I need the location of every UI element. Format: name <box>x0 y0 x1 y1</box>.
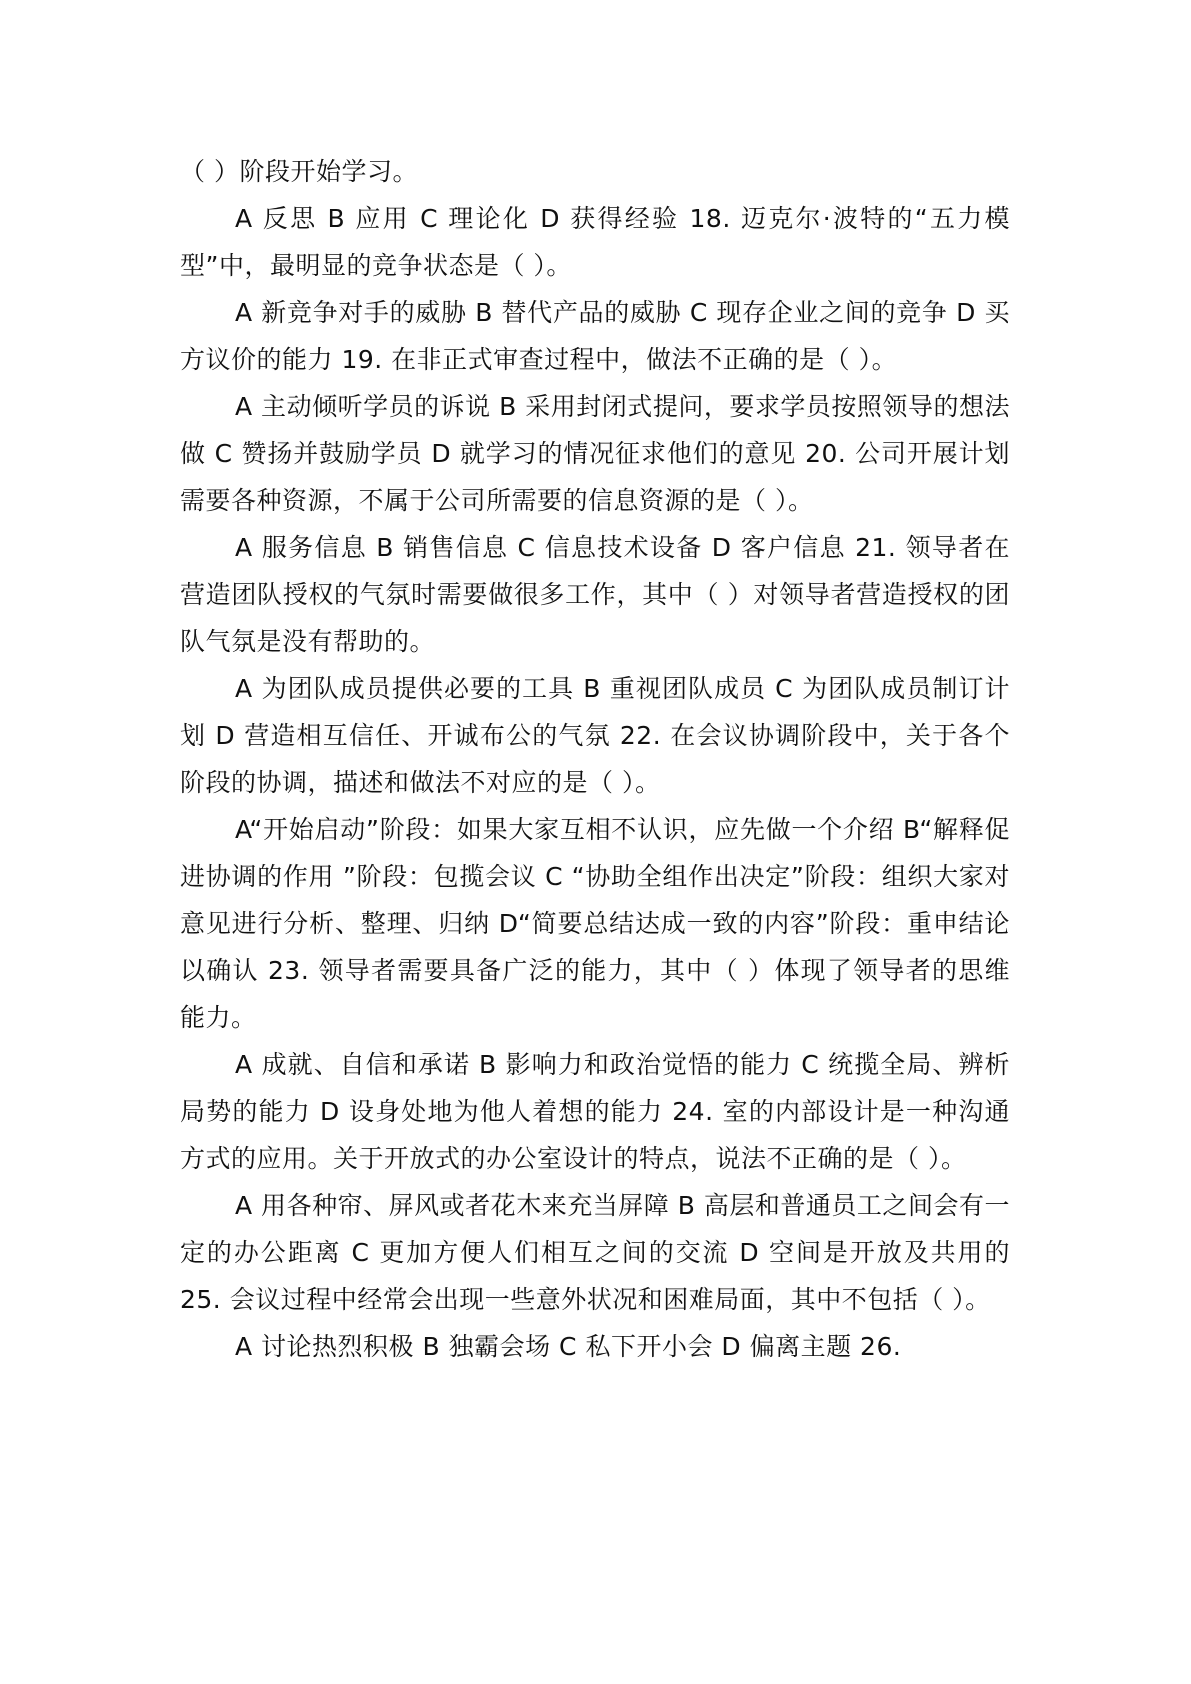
paragraph-4: A 主动倾听学员的诉说 B 采用封闭式提问，要求学员按照领导的想法做 C 赞扬并鼓励学员 D 就学习的情况征求他们的意见 20. 公司开展计划需要各种资源，不属于公司所需要的信息资源的是（ ）。 <box>180 392 1010 515</box>
paragraph-9: A 用各种帘、屏风或者花木来充当屏障 B 高层和普通员工之间会有一定的办公距离 C 更加方便人们相互之间的交流 D 空间是开放及共用的 25. 会议过程中经常会出现一些意外状况和困难局面，其中不包括（ ）。 <box>180 1191 1010 1314</box>
paragraph-8: A 成就、自信和承诺 B 影响力和政治觉悟的能力 C 统揽全局、辨析局势的能力 D 设身处地为他人着想的能力 24. 室的内部设计是一种沟通方式的应用。关于开放式的办公室设计的特点，说法不正确的是（ ）。 <box>180 1050 1010 1173</box>
paragraph-2: A 反思 B 应用 C 理论化 D 获得经验 18. 迈克尔·波特的“五力模型”中，最明显的竞争状态是（ ）。 <box>180 204 1010 280</box>
paragraph-1: （ ）阶段开始学习。 <box>180 157 418 186</box>
paragraph-7: A“开始启动”阶段：如果大家互相不认识，应先做一个介绍 B“解释促进协调的作用 ”阶段：包揽会议 C “协助全组作出决定”阶段：组织大家对意见进行分析、整理、归纳 D“简要总结达成一致的内容”阶段：重申结论以确认 23. 领导者需要具备广泛的能力，其中（ ）体现了领导者的思维能力。 <box>180 815 1010 1032</box>
paragraph-3: A 新竞争对手的威胁 B 替代产品的威胁 C 现存企业之间的竞争 D 买方议价的能力 19. 在非正式审查过程中，做法不正确的是（ ）。 <box>180 298 1010 374</box>
paragraph-5: A 服务信息 B 销售信息 C 信息技术设备 D 客户信息 21. 领导者在营造团队授权的气氛时需要做很多工作，其中（ ）对领导者营造授权的团队气氛是没有帮助的。 <box>180 533 1010 656</box>
paragraph-10: A 讨论热烈积极 B 独霸会场 C 私下开小会 D 偏离主题 26. <box>235 1332 902 1361</box>
paragraph-6: A 为团队成员提供必要的工具 B 重视团队成员 C 为团队成员制订计划 D 营造相互信任、开诚布公的气氛 22. 在会议协调阶段中，关于各个阶段的协调，描述和做法不对应的是（ ）。 <box>180 674 1010 797</box>
document-body <box>180 148 1010 1370</box>
